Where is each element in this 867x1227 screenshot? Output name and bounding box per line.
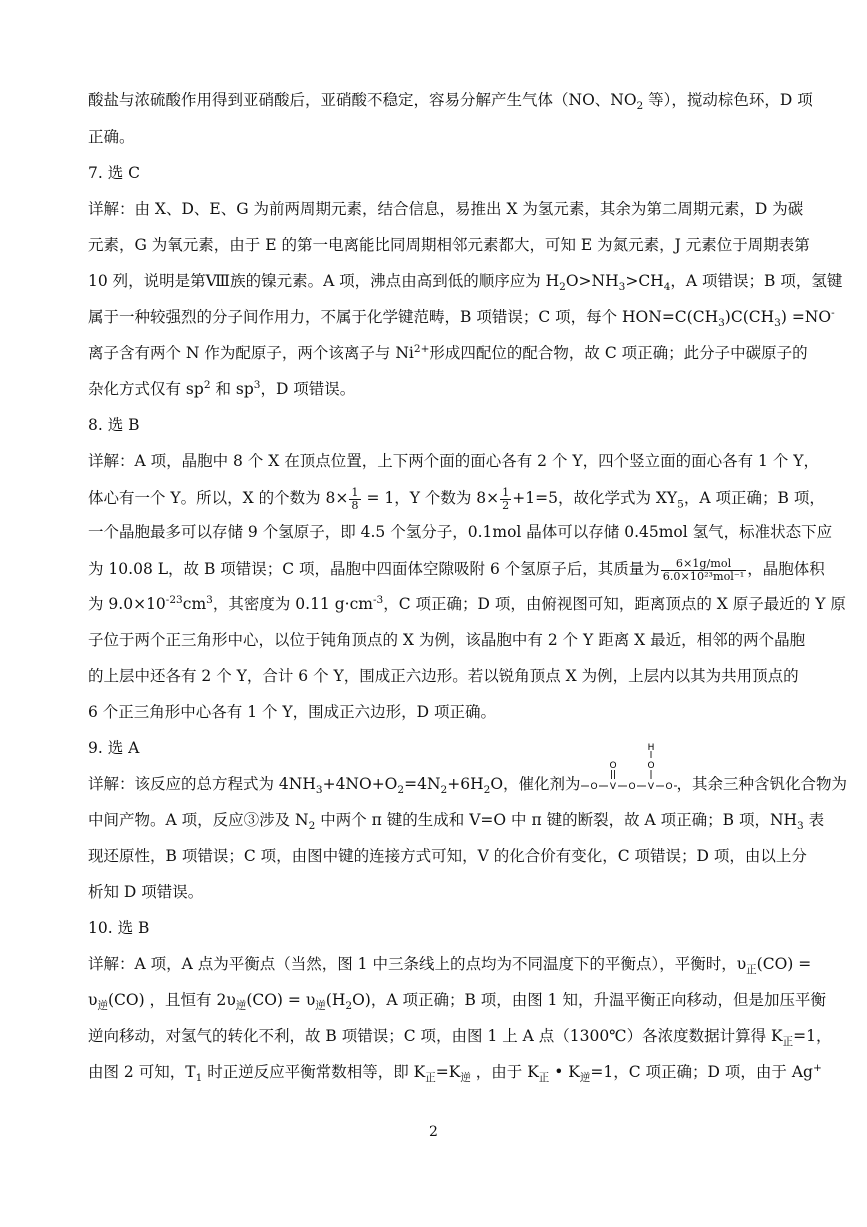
fraction — [500, 487, 511, 511]
subscript: 正 — [425, 1072, 436, 1085]
subscript: 3 — [315, 784, 323, 797]
text-line — [88, 810, 825, 833]
text-run: 属于一种较强烈的分子间作用力，不属于化学键范畴，B 项错误；C 项，每个 HON=C(CH — [88, 308, 719, 326]
text-run: 体心有一个 Y。所以，X 的个数为 8× — [88, 489, 349, 508]
subscript: 3 — [797, 820, 804, 833]
text-run: 元素，G 为氧元素，由于 E 的第一电离能比同周期相邻元素都大，可知 E 为氮元素，J 元素位于周期表第 — [88, 236, 810, 254]
oxygen-atom: O — [664, 782, 673, 792]
text-run: ，C 项正确；D 项，由俯视图可知，距离顶点的 X 原子最近的 Y 原 — [383, 595, 846, 613]
text-line — [88, 918, 149, 938]
text-line — [88, 594, 846, 614]
fraction-numerator: 6×1g/mol — [661, 558, 746, 571]
subscript: 3 — [618, 281, 626, 294]
text-line — [88, 666, 799, 686]
text-line — [88, 415, 140, 435]
fraction — [349, 487, 360, 511]
fraction — [661, 558, 746, 582]
text-line — [88, 451, 819, 471]
oxygen-atom: O — [646, 761, 655, 771]
text-run: >CH — [625, 272, 664, 290]
text-run: 详解：该反应的总方程式为 4NH — [88, 775, 316, 793]
superscript: -23 — [165, 593, 183, 606]
superscript: 2+ — [413, 342, 430, 355]
fraction-numerator: 1 — [351, 486, 359, 499]
fraction-denominator: 6.0×10²³mol⁻¹ — [662, 569, 745, 583]
text-line — [88, 702, 496, 722]
text-line — [88, 379, 355, 399]
text-run: )C(CH — [724, 308, 775, 326]
oxygen-atom: O — [589, 782, 598, 792]
subscript: 4 — [663, 281, 671, 294]
text-run: ，晶胞体积 — [747, 560, 825, 579]
text-run: ) =NO — [780, 308, 832, 326]
text-run: 等），搅动棕色环，D 项 — [643, 91, 813, 109]
text-line — [88, 271, 843, 294]
text-run: ，其余三种含钒化合物为 — [676, 775, 848, 793]
fraction-denominator: 2 — [502, 498, 510, 512]
subscript: 3 — [718, 317, 725, 330]
text-run: O)，A 项正确；B 项，由图 1 知，升温平衡正向移动，但是加压平衡 — [352, 991, 826, 1009]
text-run: = 1，Y 个数为 8× — [361, 489, 500, 508]
text-run: 杂化方式仅有 sp — [88, 380, 204, 398]
text-run: 和 sp — [210, 380, 254, 398]
text-run: (CO) ，且恒有 2υ — [107, 991, 236, 1009]
subscript: 逆 — [97, 1000, 108, 1013]
text-run: 8. 选 B — [88, 416, 140, 434]
text-line — [88, 954, 812, 977]
text-run: 逆向移动，对氢气的转化不利，故 B 项错误；C 项，由图 1 上 A 点（1300℃）各浓度数据计算得 K — [88, 1027, 783, 1045]
text-run: 表 — [803, 811, 825, 829]
subscript: 2 — [636, 100, 644, 113]
text-run: 离子含有两个 N 作为配原子，两个该离子与 Ni — [88, 344, 414, 362]
text-run: 子位于两个正三角形中心，以位于钝角顶点的 X 为例，该晶胞中有 2 个 Y 距离 X 最近，相邻的两个晶胞 — [88, 631, 806, 649]
subscript: 3 — [774, 317, 781, 330]
text-run: ，由于 K — [470, 1063, 539, 1081]
text-line — [88, 343, 808, 363]
superscript: + — [812, 1061, 822, 1074]
fraction-denominator: 8 — [351, 498, 359, 512]
text-line — [88, 558, 825, 582]
subscript: 逆 — [235, 1000, 247, 1013]
text-run: 形成四配位的配合物，故 C 项正确；此分子中碳原子的 — [429, 344, 808, 362]
text-line — [88, 990, 826, 1013]
text-line — [88, 487, 825, 511]
text-run: • K — [549, 1063, 580, 1081]
text-run: =4N — [404, 775, 441, 793]
text-line — [88, 846, 807, 866]
text-run: (CO) = υ — [246, 991, 316, 1009]
subscript: 逆 — [315, 1000, 326, 1013]
text-run: 正确。 — [88, 128, 135, 146]
hydrogen-atom: H — [647, 743, 654, 753]
subscript: 2 — [345, 1000, 353, 1013]
text-run: 时正逆反应平衡常数相等，即 K — [202, 1063, 426, 1081]
subscript: 2 — [440, 784, 448, 797]
text-run: 详解：A 项，A 点为平衡点（当然，图 1 中三条线上的点均为不同温度下的平衡点），平衡时，υ — [88, 955, 747, 973]
text-run: 现还原性，B 项错误；C 项，由图中键的连接方式可知，V 的化合价有变化，C 项错误；D 项，由以上分 — [88, 847, 807, 865]
text-run: ，其密度为 0.11 g·cm — [212, 595, 373, 613]
text-run: =1， — [793, 1027, 832, 1045]
subscript: 逆 — [579, 1072, 591, 1085]
text-run: υ — [88, 991, 98, 1009]
text-run: 10 列，说明是第Ⅷ族的镍元素。A 项，沸点由高到低的顺序应为 H — [88, 272, 560, 290]
text-run: +4NO+O — [322, 775, 398, 793]
text-line — [88, 90, 813, 113]
vanadium-atom: V — [609, 782, 616, 792]
superscript: - — [831, 306, 835, 319]
text-run: cm — [182, 595, 207, 613]
text-run: 一个晶胞最多可以存储 9 个氢原子，即 4.5 个氢分子，0.1mol 晶体可以存储 0.45mol 氢气，标准状态下应 — [88, 523, 833, 541]
text-run: 的上层中还各有 2 个 Y，合计 6 个 Y，围成正六边形。若以锐角顶点 X 为例，上层内以其为共用顶点的 — [88, 667, 799, 685]
subscript: 2 — [308, 820, 316, 833]
text-line — [88, 1061, 822, 1085]
superscript: -3 — [372, 593, 384, 606]
fraction-numerator: 1 — [502, 486, 510, 499]
text-line — [88, 163, 140, 183]
superscript: 3 — [206, 593, 213, 606]
text-line — [88, 235, 810, 255]
catalyst-structure-formula — [581, 743, 677, 795]
text-run: O>NH — [565, 272, 619, 290]
text-run: +1=5，故化学式为 XY — [512, 489, 678, 508]
text-run: (H — [325, 991, 346, 1009]
text-run: 由图 2 可知，T — [88, 1063, 196, 1081]
text-run: 酸盐与浓硫酸作用得到亚硝酸后，亚硝酸不稳定，容易分解产生气体（NO、NO — [88, 91, 637, 109]
text-line — [88, 199, 803, 219]
text-run: 为 9.0×10 — [88, 595, 166, 613]
text-line — [88, 630, 805, 650]
subscript: 5 — [677, 498, 684, 511]
text-run: 中间产物。A 项，反应③涉及 N — [88, 811, 309, 829]
subscript: 1 — [195, 1072, 203, 1085]
subscript: 逆 — [460, 1072, 471, 1085]
subscript: 2 — [559, 281, 566, 294]
text-run: +6H — [447, 775, 484, 793]
text-run: 详解：A 项，晶胞中 8 个 X 在顶点位置，上下两个面的面心各有 2 个 Y，四个竖立面的面心各有 1 个 Y， — [88, 452, 819, 470]
text-run: 9. 选 A — [88, 739, 140, 757]
text-run: =1，C 项正确；D 项，由于 Ag — [590, 1063, 813, 1081]
text-line — [88, 522, 832, 542]
subscript: 正 — [538, 1072, 550, 1085]
text-run: O，催化剂为 — [490, 775, 581, 793]
text-line — [88, 127, 135, 147]
text-line — [88, 882, 203, 902]
text-run: 析知 D 项错误。 — [88, 883, 204, 901]
text-run: 6 个正三角形中心各有 1 个 Y，围成正六边形，D 项正确。 — [88, 703, 497, 721]
text-run: 详解：由 X、D、E、G 为前两周期元素，结合信息，易推出 X 为氢元素，其余为第二周期元素，D 为碳 — [88, 200, 804, 218]
superscript: 3 — [253, 378, 261, 391]
page-number: 2 — [429, 1124, 438, 1140]
oxygen-atom: O — [627, 782, 636, 792]
subscript: 2 — [397, 784, 405, 797]
text-run: 10. 选 B — [88, 919, 150, 937]
text-run: ，A 项正确；B 项， — [683, 489, 825, 508]
text-line — [88, 306, 835, 330]
text-run: ，D 项错误。 — [260, 380, 356, 398]
text-run: 中两个 π 键的生成和 V=O 中 π 键的断裂，故 A 项正确；B 项，NH — [315, 811, 798, 829]
text-run: ，A 项错误；B 项，氢键 — [670, 272, 843, 290]
superscript: 2 — [203, 378, 211, 391]
oxygen-atom: O — [608, 761, 617, 771]
text-line — [88, 1026, 832, 1049]
vanadium-atom: V — [647, 782, 654, 792]
text-run: (CO) = — [756, 955, 812, 973]
text-run: 7. 选 C — [88, 164, 141, 182]
subscript: 2 — [483, 784, 491, 797]
text-run: 为 10.08 L，故 B 项错误；C 项，晶胞中四面体空隙吸附 6 个氢原子后，其质量为 — [88, 560, 660, 579]
subscript: 正 — [782, 1036, 794, 1049]
text-line — [88, 738, 139, 758]
subscript: 正 — [746, 964, 757, 977]
text-run: =K — [435, 1063, 461, 1081]
